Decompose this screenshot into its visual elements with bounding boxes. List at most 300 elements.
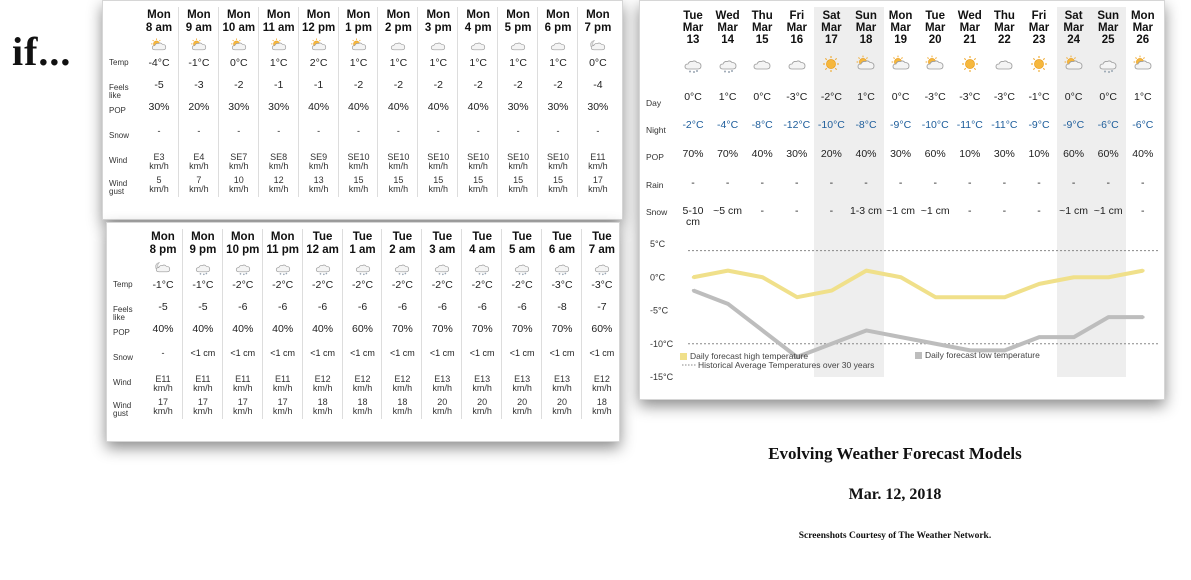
snow-cloud-icon <box>502 260 542 276</box>
hour-feels-like: -6 <box>278 301 288 313</box>
hour-day: Mon <box>266 9 291 21</box>
row-label-temp: Temp <box>109 58 129 67</box>
hour-time: 11 pm <box>266 244 299 256</box>
night-low: -11°C <box>991 119 1018 131</box>
day-rain: - <box>968 177 972 189</box>
day-pop: 40% <box>855 148 877 160</box>
hour-column <box>139 1 179 194</box>
column-divider <box>501 229 502 419</box>
row-label <box>113 329 130 337</box>
hour-feels-like: -2 <box>513 79 523 91</box>
day-pop: 30% <box>890 148 912 160</box>
hour-wind-unit: km/h <box>548 161 568 171</box>
row-label <box>109 157 127 165</box>
hour-wind-unit: km/h <box>268 161 289 171</box>
hour-wind: E13 <box>434 374 451 384</box>
hour-wind-gust: 18 <box>317 397 328 407</box>
hour-column <box>422 223 462 416</box>
hour-snow: - <box>161 348 165 358</box>
day-date: 17 <box>824 34 838 46</box>
hour-snow: - <box>157 126 161 136</box>
hour-wind: SE10 <box>427 152 450 162</box>
hour-snow: <1 cm <box>429 348 455 358</box>
row-label <box>113 379 131 387</box>
hour-pop: 40% <box>427 101 449 113</box>
series-point-high <box>692 276 695 279</box>
hour-wind-unit: km/h <box>552 383 572 393</box>
day-pop: 10% <box>959 148 981 160</box>
hour-wind: E11 <box>195 374 211 384</box>
hour-gust-unit: km/h <box>352 406 373 416</box>
snow-cloud-icon <box>303 260 343 276</box>
daily-row-label-snow: Snow <box>646 207 668 217</box>
hour-wind: E12 <box>354 374 371 384</box>
column-divider <box>222 229 223 419</box>
day-pop: 70% <box>682 148 704 160</box>
sun-cloud-icon <box>259 38 299 54</box>
row-label <box>113 281 133 289</box>
row-label-wind: Wind <box>113 378 132 387</box>
hour-wind: SE7 <box>230 152 248 162</box>
hour-gust-unit: km/h <box>468 184 488 194</box>
row-label-feels: Feels <box>109 83 129 92</box>
hour-snow: <1 cm <box>310 348 335 358</box>
day-column <box>953 1 987 217</box>
hour-snow: - <box>357 126 360 136</box>
column-divider <box>218 7 219 197</box>
cloud-icon <box>786 55 808 77</box>
hour-snow: - <box>317 126 321 136</box>
day-snow: ~1 cm <box>1059 205 1089 217</box>
day-pop: 30% <box>786 148 808 160</box>
night-low: -2°C <box>682 119 704 131</box>
caption-credit: Screenshots Courtesy of The Weather Network. <box>798 531 992 541</box>
day-date: 21 <box>963 34 977 46</box>
day-rain: - <box>795 177 799 189</box>
hour-column <box>303 223 343 416</box>
hour-gust-unit: km/h <box>392 406 413 416</box>
hour-gust-unit: km/h <box>388 184 409 194</box>
day-of-week: Sun <box>855 10 877 22</box>
hour-gust-unit: km/h <box>149 184 169 194</box>
hour-wind-gust: 17 <box>592 175 603 185</box>
hour-wind-unit: km/h <box>149 161 169 171</box>
night-low: -8°C <box>751 119 773 131</box>
cloud-icon <box>458 38 498 54</box>
day-snow: - <box>1141 205 1145 217</box>
day-of-week: Tue <box>683 10 703 22</box>
hour-feels-like: -4 <box>593 79 603 91</box>
column-divider <box>581 229 582 419</box>
legend-label-historical: Historical Average Temperatures over 30 years <box>698 360 875 370</box>
row-label <box>113 402 131 418</box>
hour-feels-like: -6 <box>357 301 368 313</box>
hour-wind-gust: 15 <box>433 175 444 185</box>
day-snow: - <box>1002 205 1007 217</box>
hour-gust-unit: km/h <box>229 184 249 194</box>
hour-time: 5 am <box>508 244 536 256</box>
hour-pop: 30% <box>507 101 529 113</box>
day-month: Mar <box>717 22 738 34</box>
hour-wind-gust: 20 <box>517 397 528 407</box>
day-snow: - <box>968 205 972 217</box>
hour-temp: 1°C <box>429 57 448 69</box>
column-divider <box>302 229 303 419</box>
row-label-snow: Snow <box>109 131 130 140</box>
hour-wind-gust: 17 <box>197 397 208 407</box>
hour-pop: 30% <box>268 101 290 113</box>
row-label-gust: gust <box>109 187 125 196</box>
hour-column <box>219 1 259 194</box>
y-tick-label: 0°C <box>650 272 666 283</box>
hour-gust-unit: km/h <box>548 184 568 194</box>
hour-feels-like: -6 <box>238 301 248 313</box>
day-column <box>987 1 1021 217</box>
hour-wind-unit: km/h <box>428 161 449 171</box>
series-point-high <box>761 276 764 279</box>
hour-gust-unit: km/h <box>312 406 333 416</box>
hour-gust-unit: km/h <box>428 184 449 194</box>
hour-gust-unit: km/h <box>272 406 293 416</box>
hour-column <box>542 223 582 416</box>
hour-pop: 30% <box>587 101 609 113</box>
hour-temp: -2°C <box>312 279 334 291</box>
hour-feels-like: -6 <box>317 301 328 313</box>
hour-wind-gust: 20 <box>556 397 567 407</box>
hour-wind-gust: 18 <box>397 397 408 407</box>
hour-snow: <1 cm <box>270 348 296 358</box>
legend-label-low: Daily forecast low temperature <box>925 350 1040 360</box>
hour-column <box>223 223 263 416</box>
day-date: 16 <box>790 34 804 46</box>
hour-day: Mon <box>346 9 371 21</box>
column-divider <box>417 7 418 197</box>
sun-cloud-icon <box>855 55 877 77</box>
hour-column <box>143 223 183 416</box>
series-point-high <box>865 269 868 272</box>
day-column <box>745 1 779 217</box>
hour-temp: -3°C <box>591 279 613 291</box>
hour-pop: 40% <box>467 101 489 113</box>
hour-time: 7 am <box>588 244 615 256</box>
hour-wind-gust: 10 <box>233 175 244 185</box>
hour-wind-gust: 20 <box>477 397 488 407</box>
hour-pop: 40% <box>308 101 330 113</box>
day-of-week: Thu <box>993 10 1015 22</box>
series-line-low <box>693 291 1143 358</box>
hour-day: Mon <box>230 231 255 243</box>
hour-wind-gust: 15 <box>393 175 404 185</box>
day-month: Mar <box>1132 22 1154 34</box>
hour-temp: -3°C <box>551 279 573 291</box>
hour-feels-like: -5 <box>158 301 168 313</box>
series-line-high <box>693 271 1143 298</box>
snow-cloud-icon <box>343 260 383 276</box>
hour-temp: -2°C <box>232 279 254 291</box>
hour-time: 3 am <box>429 244 456 256</box>
hour-column <box>259 1 299 194</box>
day-snow: 1-3 cm <box>849 205 883 217</box>
hour-temp: -2°C <box>272 279 294 291</box>
hour-gust-unit: km/h <box>348 184 369 194</box>
day-column <box>676 1 710 228</box>
hour-temp: 0°C <box>589 57 607 69</box>
day-rain: - <box>1071 177 1076 189</box>
day-snow: ~1 cm <box>920 205 950 217</box>
hour-wind-unit: km/h <box>388 161 409 171</box>
day-high: 0°C <box>1099 91 1117 103</box>
hour-time: 7 pm <box>584 22 612 34</box>
hour-feels-like: -6 <box>397 301 408 313</box>
hour-day: Mon <box>426 9 451 21</box>
snow-cloud-icon <box>183 260 223 276</box>
sun-icon <box>1028 55 1050 77</box>
hour-time: 5 pm <box>504 22 532 34</box>
day-date: 25 <box>1101 34 1115 46</box>
day-snow: 5-10 <box>682 205 704 217</box>
hour-time: 2 am <box>389 244 416 256</box>
series-point-low <box>1072 336 1075 339</box>
day-column <box>1022 1 1056 217</box>
day-pop: 60% <box>1063 148 1085 160</box>
hour-pop: 40% <box>312 323 334 335</box>
day-month: Mar <box>1028 22 1050 34</box>
row-label-like: like <box>109 91 122 100</box>
hour-temp: 2°C <box>309 57 328 69</box>
day-snow-unit: cm <box>686 216 700 228</box>
hour-snow: - <box>476 126 480 136</box>
hour-pop: 40% <box>152 323 174 335</box>
series-point-low <box>1107 316 1110 319</box>
day-high: -3°C <box>786 91 808 103</box>
hour-wind-gust: 12 <box>273 175 284 185</box>
day-high: -3°C <box>993 91 1015 103</box>
hour-time: 9 am <box>185 22 212 34</box>
hour-snow: - <box>556 126 560 136</box>
sun-icon <box>959 55 981 77</box>
day-pop: 40% <box>751 148 773 160</box>
day-month: Mar <box>924 22 946 34</box>
hour-snow: - <box>277 126 281 136</box>
y-tick-label: -10°C <box>650 338 674 349</box>
hour-wind-unit: km/h <box>348 161 369 171</box>
hour-temp: -2°C <box>431 279 453 291</box>
series-point-low <box>726 302 729 305</box>
hour-wind-unit: km/h <box>508 161 528 171</box>
hour-column <box>498 1 538 194</box>
day-rain: - <box>933 177 937 189</box>
hour-day: Mon <box>506 9 530 21</box>
hour-column <box>263 223 303 416</box>
hour-temp: -2°C <box>351 279 374 291</box>
row-label-pop: POP <box>113 328 130 337</box>
hour-snow: <1 cm <box>549 348 575 358</box>
column-divider <box>182 229 183 419</box>
day-of-week: Wed <box>715 10 740 22</box>
hour-pop: 30% <box>547 101 569 113</box>
row-label <box>113 354 133 362</box>
day-snow: ~1 cm <box>886 205 916 217</box>
day-rain: - <box>1141 177 1145 189</box>
day-pop: 60% <box>1097 148 1119 160</box>
hour-time: 8 pm <box>149 244 177 256</box>
hour-gust-unit: km/h <box>588 184 608 194</box>
hour-wind: E12 <box>593 374 610 384</box>
hour-wind-unit: km/h <box>189 161 209 171</box>
hour-wind-gust: 17 <box>277 397 288 407</box>
hour-day: Tue <box>512 231 532 243</box>
day-column <box>918 1 952 217</box>
y-tick-label: -5°C <box>650 305 669 316</box>
hour-wind-unit: km/h <box>588 161 608 171</box>
hour-wind: E12 <box>314 374 331 384</box>
snow-cloud-icon <box>1097 55 1119 77</box>
hour-column <box>462 223 502 416</box>
day-of-week: Wed <box>957 10 982 22</box>
column-divider <box>497 7 498 197</box>
hour-wind-gust: 15 <box>513 175 524 185</box>
day-rain: - <box>1037 177 1041 189</box>
hour-wind-unit: km/h <box>272 383 293 393</box>
hour-feels-like: -2 <box>234 79 244 91</box>
hour-temp: -2°C <box>471 279 493 291</box>
hour-wind-unit: km/h <box>592 383 612 393</box>
snow-cloud-icon <box>582 260 622 276</box>
hour-temp: -1°C <box>188 57 210 69</box>
hour-column <box>502 223 542 416</box>
caption-title: Evolving Weather Forecast Models <box>768 444 1022 463</box>
series-point-high <box>1003 296 1006 299</box>
night-low: -8°C <box>855 119 877 131</box>
row-label-wind-gust: Wind <box>113 401 132 410</box>
series-point-low <box>865 329 868 332</box>
hour-gust-unit: km/h <box>193 406 213 416</box>
hour-wind-gust: 18 <box>596 397 607 407</box>
series-point-low <box>830 342 833 345</box>
hour-wind-gust: 13 <box>313 175 324 185</box>
hour-feels-like: -2 <box>433 79 443 91</box>
day-of-week: Mon <box>888 10 913 22</box>
hour-time: 12 am <box>306 244 339 256</box>
series-point-low <box>934 342 937 345</box>
hour-wind-gust: 15 <box>552 175 563 185</box>
day-rain: - <box>1002 177 1007 189</box>
day-rain: - <box>725 177 730 189</box>
hour-wind-gust: 18 <box>357 397 368 407</box>
day-date: 20 <box>928 34 942 46</box>
day-column <box>849 1 883 217</box>
hour-gust-unit: km/h <box>472 406 492 416</box>
row-label <box>109 180 127 196</box>
series-point-low <box>692 289 695 292</box>
hourly-forecast-panel-top <box>102 0 623 220</box>
hour-time: 2 pm <box>384 22 412 34</box>
day-of-week: Sat <box>1064 10 1083 22</box>
hour-day: Tue <box>432 231 453 243</box>
hour-feels-like: -1 <box>313 79 324 91</box>
daily-forecast-panel <box>639 0 1165 400</box>
hour-feels-like: -6 <box>477 301 487 313</box>
cloud-icon <box>498 38 538 54</box>
row-label <box>109 107 126 115</box>
hour-day: Mon <box>226 9 251 21</box>
day-high: -3°C <box>959 91 981 103</box>
hour-time: 4 pm <box>464 22 492 34</box>
hour-column <box>378 1 418 194</box>
hour-time: 3 pm <box>424 22 452 34</box>
hour-pop: 40% <box>347 101 369 113</box>
row-label-gust: gust <box>113 409 129 418</box>
column-divider <box>262 229 263 419</box>
snow-cloud-icon <box>717 55 739 77</box>
cloud-icon <box>538 38 578 54</box>
hour-snow: <1 cm <box>469 348 495 358</box>
hour-wind-unit: km/h <box>392 383 413 393</box>
day-snow: - <box>760 205 764 217</box>
day-high: 0°C <box>684 91 702 103</box>
hour-wind: E11 <box>590 152 606 162</box>
hour-pop: 20% <box>188 101 210 113</box>
row-label-pop: POP <box>109 106 126 115</box>
day-date: 18 <box>859 34 873 46</box>
hour-column <box>179 1 219 194</box>
hour-gust-unit: km/h <box>432 406 453 416</box>
legend-swatch-high <box>680 353 687 360</box>
hour-snow: - <box>197 126 201 136</box>
night-low: -12°C <box>783 119 811 131</box>
day-date: 19 <box>894 34 907 46</box>
day-rain: - <box>1106 177 1110 189</box>
row-label-feels: Feels <box>113 305 133 314</box>
hour-pop: 60% <box>591 323 613 335</box>
hour-wind: E11 <box>155 374 171 384</box>
series-point-low <box>899 336 902 339</box>
hour-time: 6 am <box>548 244 576 256</box>
hour-day: Mon <box>151 231 175 243</box>
hour-gust-unit: km/h <box>552 406 572 416</box>
series-point-high <box>934 296 937 299</box>
daily-row-label-day: Day <box>646 98 662 108</box>
row-label-wind-gust: Wind <box>109 179 128 188</box>
day-rain: - <box>760 177 764 189</box>
hour-temp: -4°C <box>148 57 170 69</box>
hour-pop: 70% <box>551 323 573 335</box>
hour-snow: <1 cm <box>230 348 256 358</box>
daily-row-label-pop: POP <box>646 152 664 162</box>
hour-temp: -2°C <box>391 279 413 291</box>
row-label <box>109 132 129 140</box>
hour-wind-unit: km/h <box>193 383 213 393</box>
series-point-low <box>1038 336 1041 339</box>
hour-wind-gust: 17 <box>237 397 248 407</box>
daily-row-label-rain: Rain <box>646 180 664 190</box>
hour-wind-unit: km/h <box>229 161 249 171</box>
hour-column <box>183 223 223 416</box>
hour-feels-like: -8 <box>557 301 567 313</box>
hour-temp: 1°C <box>509 57 527 69</box>
hour-column <box>538 1 578 194</box>
sun-cloud-icon <box>1063 55 1085 77</box>
hour-snow: <1 cm <box>589 348 615 358</box>
day-date: 24 <box>1067 34 1080 46</box>
hour-wind-gust: 5 <box>156 175 162 185</box>
hour-temp: 0°C <box>229 57 248 69</box>
night-low: -4°C <box>717 119 739 131</box>
hour-wind: E3 <box>153 152 165 162</box>
hour-temp: 1°C <box>389 57 408 69</box>
hour-column <box>339 1 379 194</box>
hour-snow: <1 cm <box>509 348 535 358</box>
